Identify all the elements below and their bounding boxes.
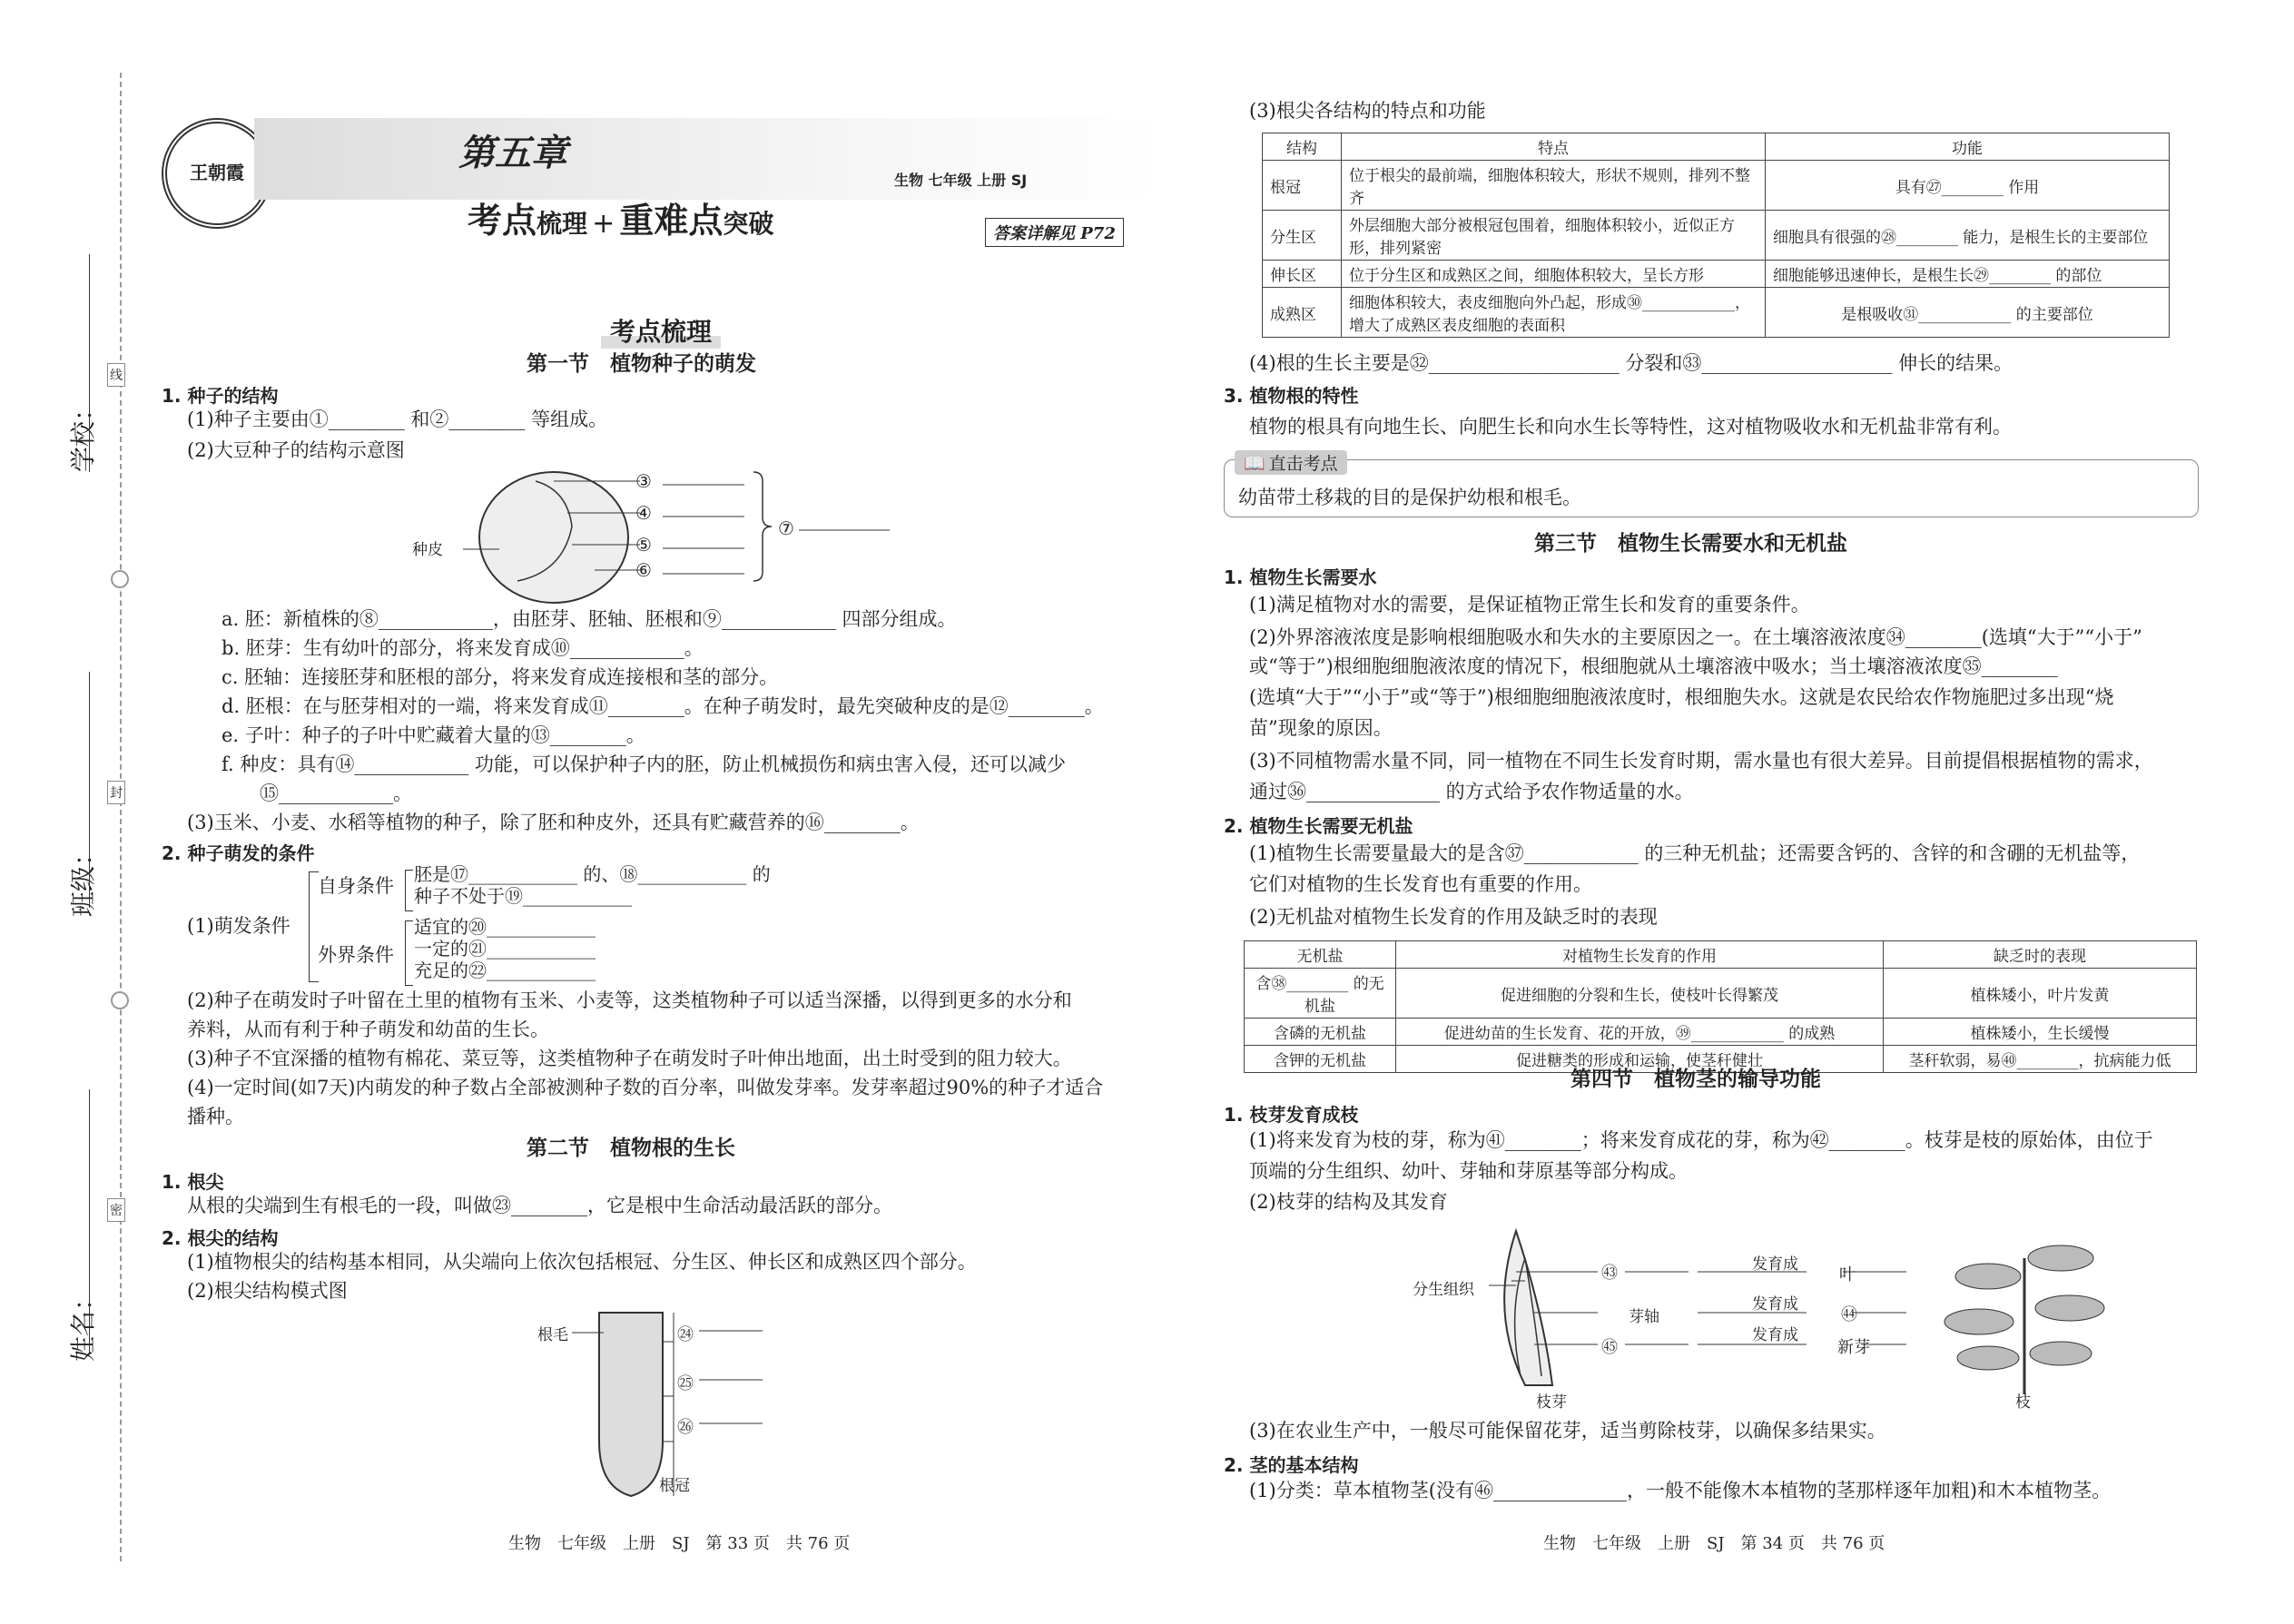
tip-title: 直击考点	[1268, 454, 1338, 474]
table-cell: 位于分生区和成熟区之间，细胞体积较大，呈长方形	[1342, 261, 1766, 288]
bracket	[753, 472, 772, 581]
table-cell: 茎秆软弱，易㊵________，抗病能力低	[1884, 1046, 2197, 1073]
text-line: (选填“大于”“小于”或“等于”)根细胞细胞液浓度时，根细胞失水。这就是农民给农作物施肥过多出现“烧	[1249, 686, 2114, 708]
text-line: (2)无机盐对植物生长发育的作用及缺乏时的表现	[1249, 906, 1658, 928]
seal-mark-1: 线	[107, 363, 125, 387]
brace	[405, 870, 413, 911]
text-line: f. 种皮：具有⑭____________ 功能，可以保护种子内的胚，防止机械损伤和病虫害入侵，还可以减少	[222, 753, 1067, 775]
table-row	[1263, 161, 2170, 211]
section-4-title: 第四节 植物茎的输导功能	[1570, 1068, 1821, 1091]
section-1-title: 第一节 植物种子的萌发	[527, 352, 756, 376]
root-num: ㉖	[677, 1418, 694, 1437]
text-line: (1)种子主要由①________ 和②________ 等组成。	[187, 408, 608, 430]
logo-text: 王朝霞	[190, 162, 244, 183]
bud-axis-label: 芽轴	[1629, 1308, 1659, 1326]
table-row	[1245, 969, 2197, 1019]
text-line: (3)玉米、小麦、水稻等植物的种子，除了胚和种皮外，还具有贮藏营养的⑯________。	[187, 812, 920, 833]
chapter-title: 第五章	[458, 133, 567, 174]
table-cell: 促进细胞的分裂和生长，使枝叶长得繁茂	[1396, 969, 1884, 1019]
page-footer: 生物 七年级 上册 SJ 第 34 页 共 76 页	[1543, 1534, 1885, 1553]
table-cell: 植株矮小，叶片发黄	[1884, 969, 2197, 1019]
leaf	[1944, 1309, 2013, 1334]
heading-2-2: 2. 根尖的结构	[162, 1227, 279, 1249]
text-line: 养料，从而有利于种子萌发和幼苗的生长。	[187, 1019, 549, 1040]
heading-3-2: 2. 植物生长需要无机盐	[1224, 815, 1413, 837]
table-header: 结构	[1263, 133, 1342, 161]
text-line: e. 子叶：种子的子叶中贮藏着大量的⑬________。	[222, 724, 645, 746]
seed-num: ⑥	[635, 559, 652, 581]
bud-num: ㊸	[1601, 1264, 1618, 1283]
tip-label	[1235, 450, 1347, 475]
table-cell: 促进糖类的形成和运输，使茎秆健壮	[1396, 1046, 1884, 1073]
class-label: 班级：	[68, 840, 98, 917]
root-num: ㉕	[677, 1374, 694, 1393]
header-subtitle	[468, 192, 773, 242]
text-line: 或“等于”)根细胞细胞液浓度的情况下，根细胞就从土壤溶液中吸水；当土壤溶液浓度㉟________	[1249, 655, 2058, 677]
branch-bud-caption: 枝芽	[1536, 1393, 1567, 1412]
table-cell: 具有㉗________ 作用	[1766, 161, 2170, 211]
subtitle-plus: +	[592, 208, 615, 240]
table-cell: 位于根尖的最前端，细胞体积较大，形状不规则，排列不整齐	[1342, 161, 1766, 211]
heading-4-2: 2. 茎的基本结构	[1224, 1454, 1359, 1476]
table-cell: 成熟区	[1263, 288, 1342, 338]
brace	[405, 920, 413, 986]
text-line: (3)根尖各结构的特点和功能	[1249, 100, 1486, 122]
text-line: (3)不同植物需水量不同，同一植物在不同生长发育时期，需水量也有很大差异。目前提倡根据植物的需求，	[1249, 750, 2153, 772]
germ-self-1: 胚是⑰____________ 的、⑱____________ 的	[414, 863, 771, 885]
table-row	[1263, 288, 2170, 338]
soybean-seed-diagram	[399, 463, 944, 608]
bud-num: ㊹	[1841, 1305, 1857, 1324]
seed-num: ④	[635, 502, 652, 524]
section-3-title: 第三节 植物生长需要水和无机盐	[1534, 532, 1847, 556]
table-cell: 伸长区	[1263, 261, 1342, 288]
text-line: (3)种子不宜深播的植物有棉花、菜豆等，这类植物种子在萌发时子叶伸出地面，出土时受到的阻力较大。	[187, 1048, 1072, 1069]
heading-3: 3. 植物根的特性	[1224, 385, 1359, 407]
binding-line	[120, 73, 122, 1561]
text-line: (4)根的生长主要是㉜____________________ 分裂和㉝____________________ 伸长的结果。	[1249, 352, 2013, 374]
table-cell: 含磷的无机盐	[1245, 1019, 1396, 1046]
text-line: 它们对植物的生长发育也有重要的作用。	[1249, 873, 1592, 895]
section-2-title: 第二节 植物根的生长	[527, 1137, 735, 1160]
root-num: ㉔	[677, 1325, 694, 1344]
leaf	[1955, 1264, 2021, 1289]
text-line: 从根的尖端到生有根毛的一段，叫做㉓________，它是根中生命活动最活跃的部分。	[187, 1195, 892, 1216]
bud-num: ㊺	[1601, 1338, 1618, 1357]
root-hair-label: 根毛	[537, 1326, 568, 1344]
mineral-table	[1244, 940, 2197, 1073]
text-line: (1)将来发育为枝的芽，称为㊶________；将来发育成花的芽，称为㊷________。枝芽是枝的原始体，由位于	[1249, 1129, 2153, 1151]
table-header: 功能	[1766, 133, 2170, 161]
seal-mark-3: 密	[107, 1198, 125, 1222]
subtitle-part: 考点	[468, 201, 537, 241]
text-line: b. 胚芽：生有幼叶的部分，将来发育成⑩____________。	[222, 637, 704, 659]
seed-coat-label: 种皮	[412, 541, 443, 559]
text-line: (1)满足植物对水的需要，是保证植物正常生长和发育的重要条件。	[1249, 594, 1810, 615]
text-line: (1)分类：草本植物茎(没有㊻______________，一般不能像木本植物的茎那样逐年加粗)和木本植物茎。	[1249, 1480, 2112, 1501]
subtitle-part: 重难点	[619, 201, 724, 241]
seed-num: ③	[635, 470, 652, 492]
text-line: (3)在农业生产中，一般尽可能保留花芽，适当剪除枝芽，以确保多结果实。	[1249, 1420, 1886, 1442]
table-cell: 细胞具有很强的㉘________ 能力，是根生长的主要部位	[1766, 211, 2170, 261]
heading-3-1: 1. 植物生长需要水	[1224, 566, 1377, 588]
develop-label: 发育成	[1752, 1295, 1798, 1314]
book-icon: 📖	[1244, 454, 1265, 474]
table-cell: 含㊳________ 的无机盐	[1245, 969, 1396, 1019]
table-row	[1263, 261, 2170, 288]
text-line: 苗”现象的原因。	[1249, 717, 1393, 739]
text-line: 通过㊱______________ 的方式给予农作物适量的水。	[1249, 781, 1694, 802]
root-structure-table	[1262, 133, 2170, 338]
germ-ext-3: 充足的㉒____________	[414, 960, 596, 981]
table-cell: 细胞体积较大，表皮细胞向外凸起，形成㉚____________，增大了成熟区表皮细胞的表面积	[1342, 288, 1766, 338]
text-line: (2)根尖结构模式图	[187, 1280, 348, 1302]
table-cell: 植株矮小，生长缓慢	[1884, 1019, 2197, 1046]
subtitle-part: 梳理	[537, 209, 588, 239]
table-cell: 细胞能够迅速伸长，是根生长㉙________ 的部位	[1766, 261, 2170, 288]
heading-1-2: 2. 种子萌发的条件	[162, 842, 315, 864]
table-row	[1245, 1019, 2197, 1046]
text-line: (1)植物根尖的结构基本相同，从尖端向上依次包括根冠、分生区、伸长区和成熟区四个部分。	[187, 1251, 977, 1273]
table-header: 无机盐	[1245, 941, 1396, 969]
table-header: 缺乏时的表现	[1884, 941, 2197, 969]
text-line: (2)大豆种子的结构示意图	[187, 439, 405, 461]
table-header-row	[1245, 941, 2197, 969]
table-cell: 分生区	[1263, 211, 1342, 261]
heading-1-1: 1. 种子的结构	[162, 385, 279, 407]
develop-label: 发育成	[1752, 1326, 1798, 1344]
text-line: ⑮____________。	[260, 782, 412, 804]
germ-self-label: 自身条件	[318, 875, 394, 897]
text-line: (2)外界溶液浓度是影响根细胞吸水和失水的主要原因之一。在土壤溶液浓度㉞________(选填“大于”“小于”	[1249, 626, 2142, 648]
table-cell: 外层细胞大部分被根冠包围着，细胞体积较小，近似正方形，排列紧密	[1342, 211, 1766, 261]
table-cell: 促进幼苗的生长发育、花的开放，㊴____________ 的成熟	[1396, 1019, 1884, 1046]
table-header: 特点	[1342, 133, 1766, 161]
class-line	[89, 672, 90, 908]
leaf-label: 叶	[1839, 1265, 1856, 1284]
heading-4-1: 1. 枝芽发育成枝	[1224, 1104, 1359, 1126]
bud-shape	[1504, 1231, 1552, 1385]
branch-caption: 枝	[2015, 1393, 2031, 1412]
table-header-row	[1263, 133, 2170, 161]
new-bud-label: 新芽	[1837, 1338, 1870, 1357]
seed-body	[479, 472, 628, 603]
heading-2-1: 1. 根尖	[162, 1171, 224, 1193]
table-row	[1263, 211, 2170, 261]
name-label: 姓名：	[68, 1284, 98, 1362]
germ-self-2: 种子不处于⑲____________	[414, 885, 632, 907]
text-line: (1)植物生长需要量最大的是含㊲____________ 的三种无机盐；还需要含钙的、含锌的和含硼的无机盐等，	[1249, 842, 2141, 864]
meristem-label: 分生组织	[1413, 1281, 1474, 1299]
text-line: (2)枝芽的结构及其发育	[1249, 1191, 1448, 1213]
text-line: 播种。	[187, 1106, 244, 1127]
seed-num: ⑤	[635, 534, 652, 556]
seal-mark-2: 封	[107, 781, 125, 804]
leaf	[1957, 1346, 2019, 1370]
ring-icon	[111, 570, 129, 588]
text-line: 顶端的分生组织、幼叶、芽轴和芽原基等部分构成。	[1249, 1160, 1688, 1182]
header-meta: 生物 七年级 上册 SJ	[894, 172, 1028, 189]
tip-text: 幼苗带土移栽的目的是保护幼根和根毛。	[1238, 487, 1581, 508]
root-cap-label: 根冠	[659, 1477, 690, 1495]
develop-label: 发育成	[1752, 1255, 1798, 1274]
name-line	[89, 1089, 90, 1353]
text-line: d. 胚根：在与胚芽相对的一端，将来发育成⑪________。在种子萌发时，最先突破种皮的是⑫________。	[222, 695, 1104, 717]
leaf	[2028, 1245, 2093, 1271]
table-header: 对植物生长发育的作用	[1396, 941, 1884, 969]
school-line	[89, 254, 90, 472]
text-line: (4)一定时间(如7天)内萌发的种子数占全部被测种子数的百分率，叫做发芽率。发芽率超过90%的种子才适合	[187, 1077, 1104, 1098]
germ-ext-2: 一定的㉑____________	[414, 938, 596, 960]
page-footer: 生物 七年级 上册 SJ 第 33 页 共 76 页	[508, 1534, 851, 1553]
text-line: c. 胚轴：连接胚芽和胚根的部分，将来发育成连接根和茎的部分。	[222, 666, 779, 688]
table-cell: 是根吸收㉛____________ 的主要部位	[1766, 288, 2170, 338]
leaf	[2035, 1295, 2104, 1321]
leaf	[2030, 1342, 2092, 1365]
section-heading: 考点梳理	[601, 312, 721, 349]
root-body	[599, 1313, 663, 1496]
answer-ref: 答案详解见 P72	[985, 218, 1124, 247]
germ-main-label: (1)萌发条件	[187, 915, 290, 937]
seed-num: ⑦	[778, 517, 794, 539]
text-line: (2)种子在萌发时子叶留在土里的植物有玉米、小麦等，这类植物种子可以适当深播，以得到更多的水分和	[187, 989, 1072, 1011]
subtitle-part: 突破	[723, 209, 774, 239]
germ-ext-label: 外界条件	[318, 944, 394, 966]
text-line: 植物的根具有向地生长、向肥生长和向水生长等特性，这对植物吸收水和无机盐非常有利。	[1249, 416, 2012, 438]
germ-ext-1: 适宜的⑳____________	[414, 916, 596, 938]
text-line: a. 胚：新植株的⑧____________，由胚芽、胚轴、胚根和⑨____________ 四部分组成。	[222, 608, 957, 630]
ring-icon	[111, 991, 129, 1009]
table-cell: 含钾的无机盐	[1245, 1046, 1396, 1073]
table-cell: 根冠	[1263, 161, 1342, 211]
school-label: 学校：	[68, 395, 98, 472]
